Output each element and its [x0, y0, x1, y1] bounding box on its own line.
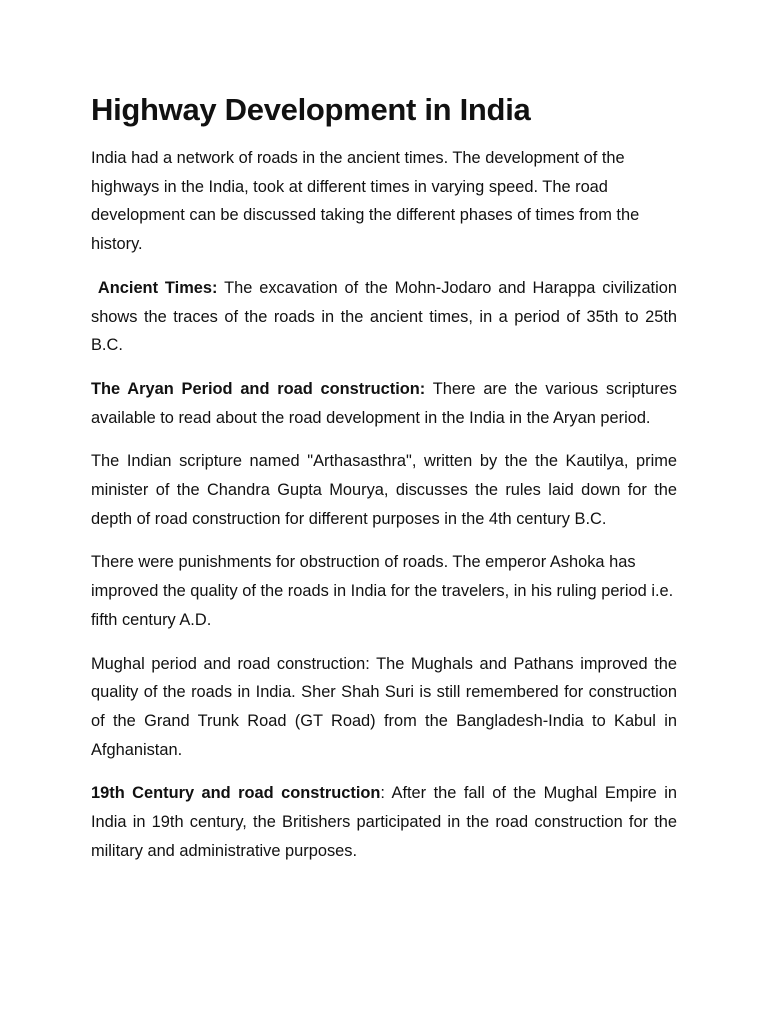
aryan-period-heading: The Aryan Period and road construction: [91, 379, 426, 398]
nineteenth-century-heading: 19th Century and road construction [91, 784, 381, 803]
ancient-times-heading: Ancient Times: [97, 278, 218, 297]
document-page [91, 90, 677, 880]
ancient-times-paragraph [91, 274, 677, 360]
arthasasthra-paragraph: The Indian scripture named "Arthasasthra", written by the the Kautilya, prime minister of the Chandra Gupta Mourya, discusses the rules laid down for the depth of road construction for different purposes in the 4th century B.C. [91, 452, 677, 528]
ashoka-paragraph: There were punishments for obstruction of roads. The emperor Ashoka has improved the quality of the roads in India for the travelers, in his ruling period i.e. fifth century A.D. [91, 553, 674, 629]
document-title: Highway Development in India [91, 92, 531, 127]
aryan-period-paragraph [91, 375, 677, 432]
ancient-times-text: The excavation of the Mohn-Jodaro and Harappa civilization shows the traces of the roads in the ancient times, in a period of 35th to 25th B.C. [91, 278, 677, 355]
intro-paragraph: India had a network of roads in the ancient times. The development of the highways in the India, took at different times in varying speed. The road development can be discussed taking the different phases of times from the history. [91, 149, 640, 254]
nineteenth-century-text: : After the fall of the Mughal Empire in India in 19th century, the Britishers participated in the road construction for the military and administrative purposes. [91, 784, 677, 860]
mughal-period-paragraph: Mughal period and road construction: The Mughals and Pathans improved the quality of the roads in India. Sher Shah Suri is still remembered for construction of the Grand Trunk Road (GT Road) from the Bangladesh-India to Kabul in Afghanistan. [91, 654, 677, 759]
nineteenth-century-paragraph [91, 779, 677, 865]
aryan-period-text: There are the various scriptures available to read about the road development in the India in the Aryan period. [91, 379, 677, 427]
